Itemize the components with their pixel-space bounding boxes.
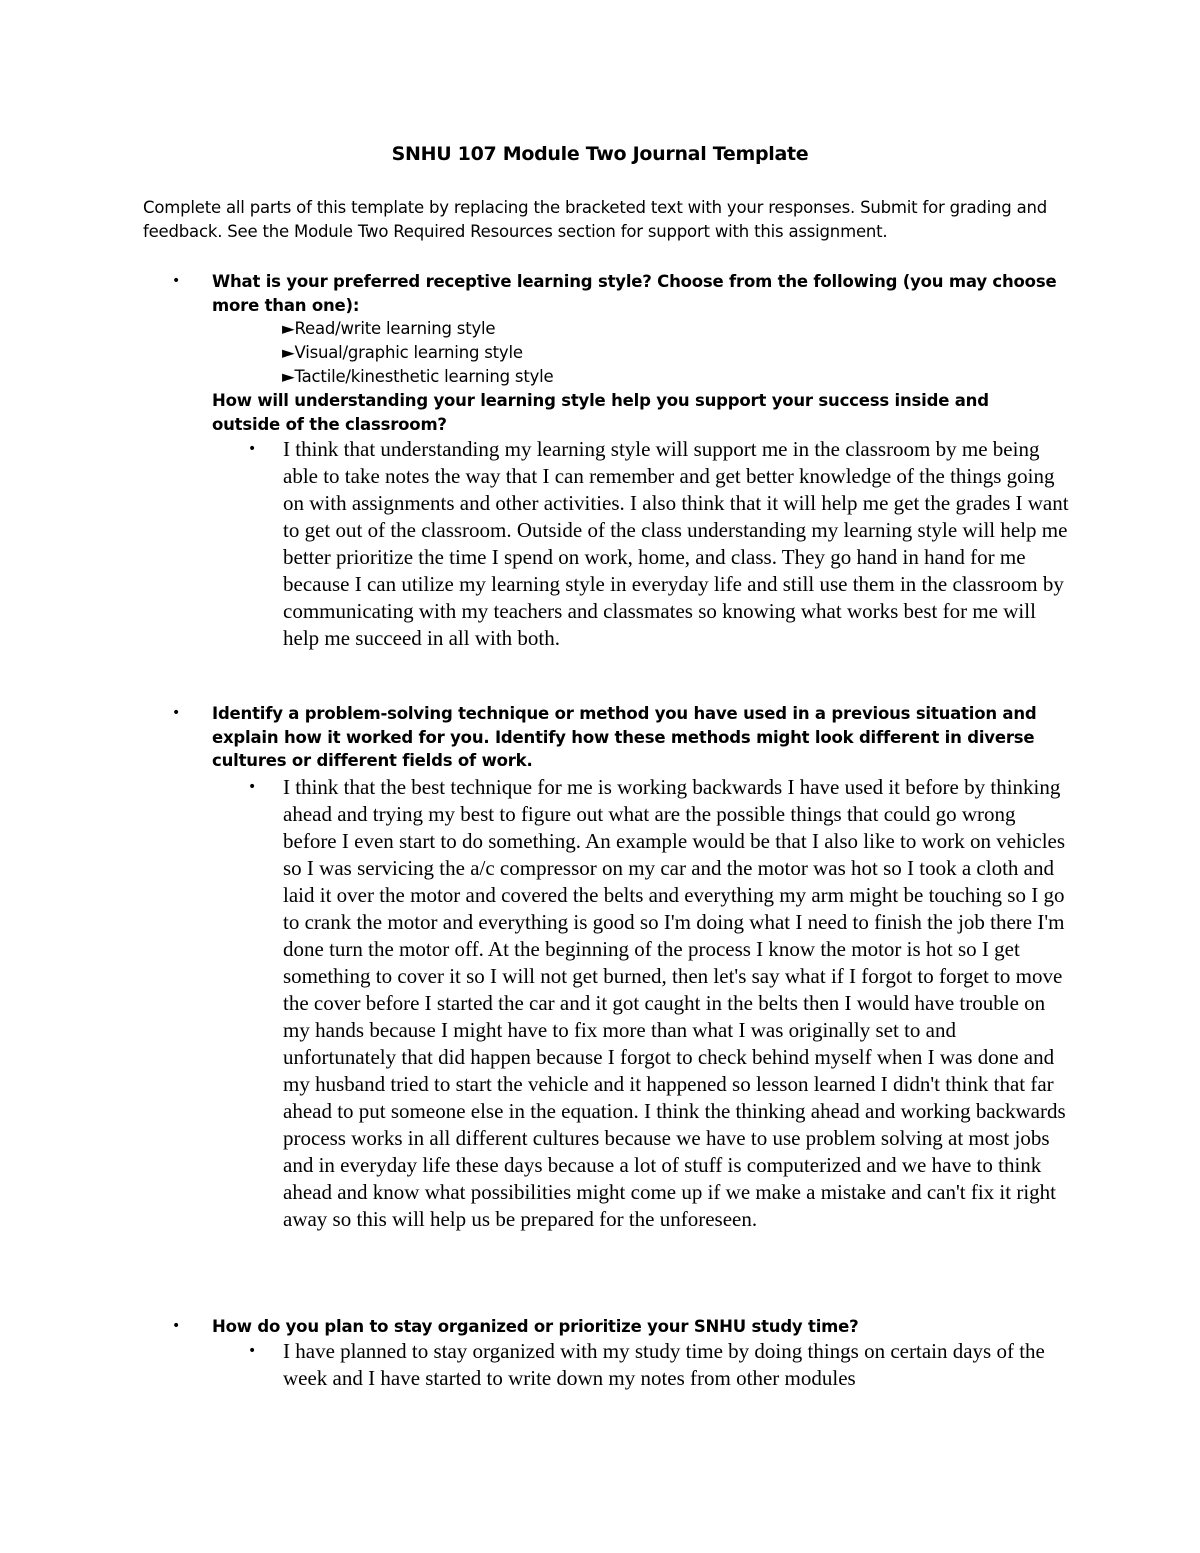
bullet-icon: •	[172, 1318, 181, 1334]
question-organization: How do you plan to stay organized or prioritize your SNHU study time?	[212, 1317, 859, 1336]
answer-learning-style: I think that understanding my learning style will support me in the classroom by me being able to take notes the way that I can remember and get better knowledge of the things going on with assignments and other activities. I also think that it will help me get the grades I want to get out of the classroom. Outside of the class understanding my learning style will help me better prioritize the time I spend on work, home, and class. They go hand in hand for me because I can utilize my learning style in everyday life and still use them in the classroom by communicating with my teachers and classmates so knowing what works best for me will help me succeed in all with both.	[283, 437, 1069, 650]
answer-organization: I have planned to stay organized with my study time by doing things on certain days of the week and I have started to write down my notes from other modules	[283, 1339, 1045, 1390]
option-tactile-kinesthetic: ►Tactile/kinesthetic learning style	[282, 367, 554, 386]
option-visual-graphic: ►Visual/graphic learning style	[282, 343, 523, 362]
page-title: SNHU 107 Module Two Journal Template	[391, 143, 809, 165]
bullet-icon: •	[248, 779, 257, 795]
option-read-write: ►Read/write learning style	[282, 319, 496, 338]
answer-problem-solving: I think that the best technique for me is working backwards I have used it before by thinking ahead and trying my best to figure out what are the possible things that could go wrong before I even start to do something. An example would be that I also like to work on vehicles so I was servicing the a/c compressor on my car and the motor was hot so I took a cloth and laid it over the motor and covered the belts and everything my arm might be touching so I go to crank the motor and everything is good so I'm doing what I need to finish the job there I'm done turn the motor off. At the beginning of the process I know the motor is hot so I get something to cover it so I will not get burned, then let's say what if I forgot to forget to move the cover before I started the car and it got caught in the belts then I would have trouble on my hands because I might have to fix more than what I was originally set to and unfortunately that did happen because I forgot to check behind myself when I was done and my husband tried to start the vehicle and it happened so lesson learned I didn't think that far ahead to put someone else in the equation. I think the thinking ahead and working backwards process works in all different cultures because we have to use problem solving at most jobs and in everyday life these days because a lot of stuff is computerized and we have to think ahead and know what possibilities might come up if we make a mistake and can't fix it right away so this will help us be prepared for the unforeseen.	[283, 775, 1066, 1231]
bullet-icon: •	[172, 273, 181, 289]
bullet-icon: •	[248, 441, 257, 457]
question-problem-solving: Identify a problem-solving technique or method you have used in a previous situation and explain how it worked for you. Identify how these methods might look different in diverse cultures or different fields of work.	[212, 704, 1037, 770]
question-learning-style: What is your preferred receptive learning style? Choose from the following (you may choose more than one):	[212, 272, 1057, 315]
bullet-icon: •	[172, 705, 181, 721]
intro-paragraph: Complete all parts of this template by replacing the bracketed text with your responses. Submit for grading and feedback. See the Module Two Required Resources section for support with this assignment.	[143, 198, 1048, 241]
question-learning-style-followup: How will understanding your learning style help you support your success inside and outside of the classroom?	[212, 391, 989, 434]
bullet-icon: •	[248, 1343, 257, 1359]
